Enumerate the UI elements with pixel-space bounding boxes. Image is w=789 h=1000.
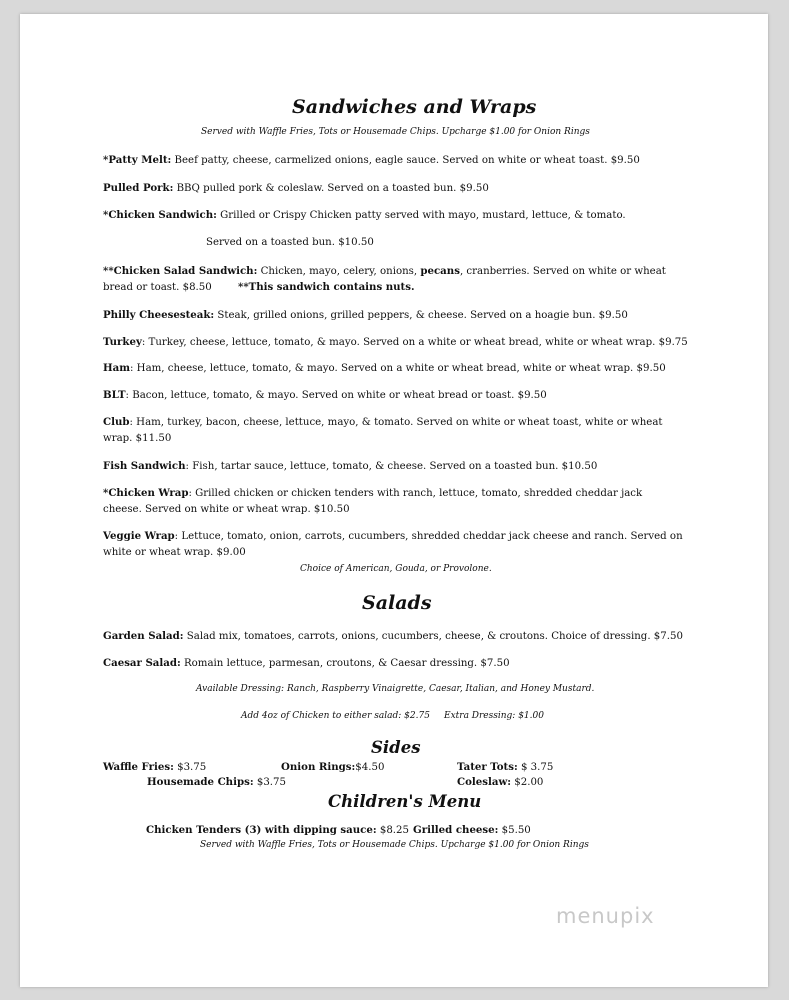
menu-item: Caesar Salad: Romain lettuce, parmesan, croutons, & Caesar dressing. $7.50 <box>103 657 510 669</box>
menu-item: Fish Sandwich: Fish, tartar sauce, lettuce, tomato, & cheese. Served on a toasted bun. $10.50 <box>103 460 598 472</box>
menu-item-continuation: Served on a toasted bun. $10.50 <box>206 237 374 248</box>
menu-item: BLT: Bacon, lettuce, tomato, & mayo. Served on white or wheat bread or toast. $9.50 <box>103 389 547 401</box>
menu-item: Chicken Tenders (3) with dipping sauce: $8.25 <box>146 824 409 836</box>
addon-chicken: Add 4oz of Chicken to either salad: $2.75 <box>241 711 430 721</box>
menu-item: Pulled Pork: BBQ pulled pork & coleslaw. Served on a toasted bun. $9.50 <box>103 182 489 194</box>
menu-item: Club: Ham, turkey, bacon, cheese, lettuce, mayo, & tomato. Served on white or wheat toast, white or wheat wrap. $11.50 <box>103 416 663 444</box>
addon-dressing: Extra Dressing: $1.00 <box>444 711 544 721</box>
section-title-salads: Salads <box>362 592 432 614</box>
section-title-sandwiches: Sandwiches and Wraps <box>292 96 537 118</box>
menu-item: Grilled cheese: $5.50 <box>413 824 531 836</box>
menu-item: Housemade Chips: $3.75 <box>147 776 286 788</box>
menu-item: Ham: Ham, cheese, lettuce, tomato, & mayo. Served on a white or wheat bread, white or wheat wrap. $9.50 <box>103 362 666 374</box>
watermark-logo: menupix <box>556 904 655 928</box>
menu-item: Garden Salad: Salad mix, tomatoes, carrots, onions, cucumbers, cheese, & croutons. Choice of dressing. $7.50 <box>103 630 683 642</box>
menu-item: *Patty Melt: Beef patty, cheese, carmelized onions, eagle sauce. Served on white or wheat toast. $9.50 <box>103 154 640 166</box>
dressing-note: Available Dressing: Ranch, Raspberry Vinaigrette, Caesar, Italian, and Honey Mustard. <box>196 684 595 694</box>
children-subtitle: Served with Waffle Fries, Tots or Housemade Chips. Upcharge $1.00 for Onion Rings <box>200 840 589 850</box>
menu-item: Waffle Fries: $3.75 <box>103 761 207 773</box>
menu-item: Onion Rings:$4.50 <box>281 761 385 773</box>
menu-item: Coleslaw: $2.00 <box>457 776 544 788</box>
menu-item: **Chicken Salad Sandwich: Chicken, mayo, celery, onions, pecans, cranberries. Served on white or wheat bread or toast. $8.50 <box>103 265 666 293</box>
menu-item: Veggie Wrap: Lettuce, tomato, onion, carrots, cucumbers, shredded cheddar jack cheese and ranch. Served on white or wheat wrap. $9.00 <box>103 530 683 558</box>
cheese-note: Choice of American, Gouda, or Provolone. <box>300 564 492 574</box>
menu-item: *Chicken Sandwich: Grilled or Crispy Chicken patty served with mayo, mustard, lettuce, & tomato. <box>103 209 626 221</box>
menu-item: Philly Cheesesteak: Steak, grilled onions, grilled peppers, & cheese. Served on a hoagie bun. $9.50 <box>103 309 628 321</box>
sandwiches-subtitle: Served with Waffle Fries, Tots or Housemade Chips. Upcharge $1.00 for Onion Rings <box>201 127 590 137</box>
menu-item: Turkey: Turkey, cheese, lettuce, tomato, & mayo. Served on a white or wheat bread, white or wheat wrap. $9.75 <box>103 336 688 348</box>
section-title-children: Children's Menu <box>328 792 482 811</box>
menu-item: Tater Tots: $ 3.75 <box>457 761 554 773</box>
nut-warning: **This sandwich contains nuts. <box>238 281 415 293</box>
menu-item: *Chicken Wrap: Grilled chicken or chicken tenders with ranch, lettuce, tomato, shredded cheddar jack cheese. Served on white or wheat wrap. $10.50 <box>103 487 643 515</box>
section-title-sides: Sides <box>371 738 421 757</box>
